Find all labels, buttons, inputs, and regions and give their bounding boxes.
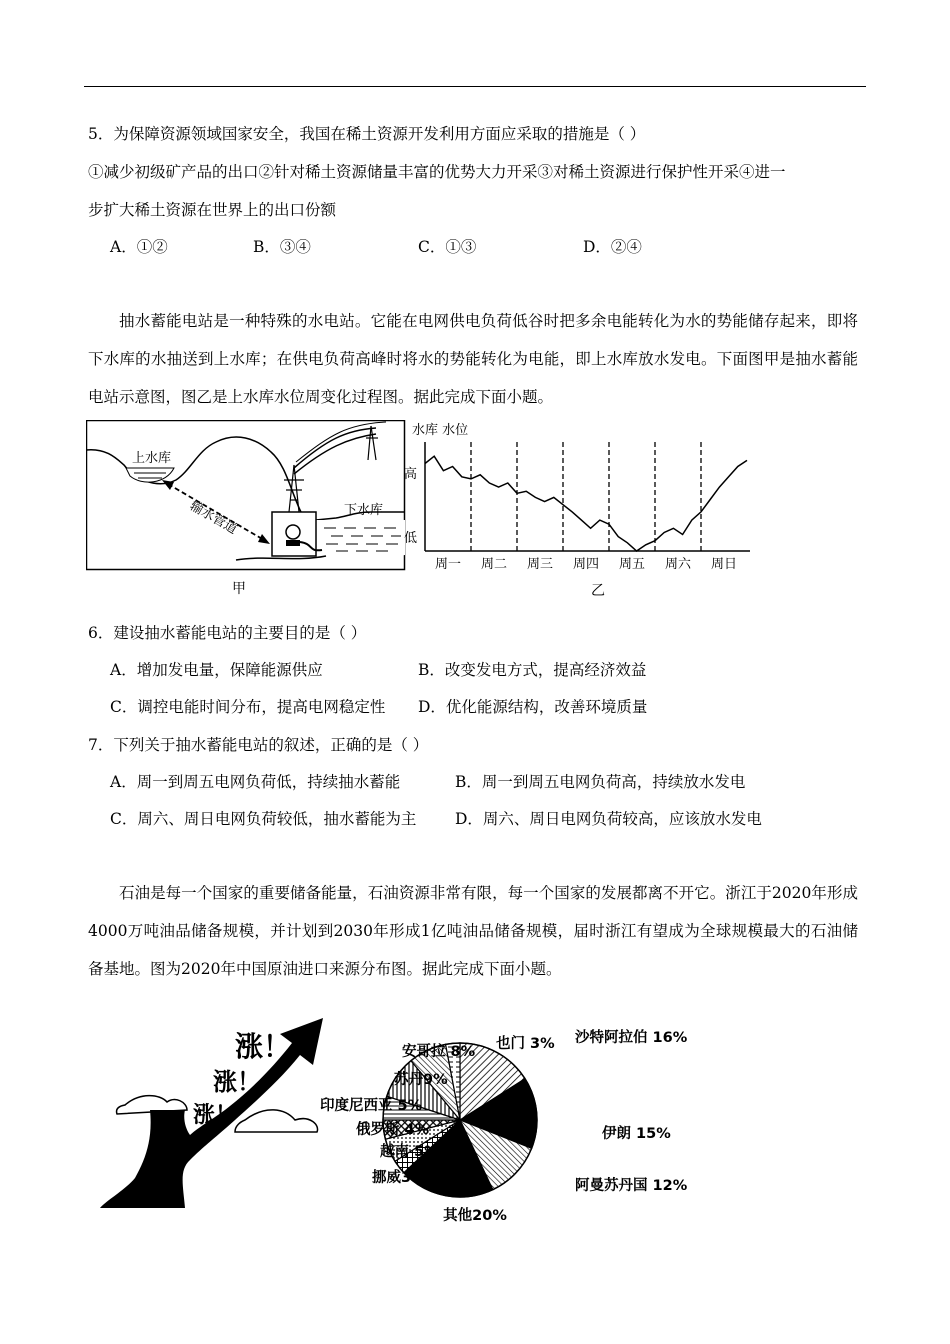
q6-option-b[interactable]: B．改变发电方式，提高经济效益: [418, 661, 647, 679]
yi-tick-label: 周六: [664, 557, 692, 572]
q5-option-b[interactable]: B．③④: [253, 238, 311, 256]
pipeline-label: 输水管道: [187, 498, 240, 538]
yi-low-label: 低: [404, 531, 418, 546]
header-rule: [84, 86, 866, 87]
pie-label: 沙特阿拉伯 16%: [575, 1030, 688, 1046]
pylon-icon: [284, 465, 304, 512]
zhang-2: 涨！: [213, 1068, 261, 1096]
q7-option-d[interactable]: D．周六、周日电网负荷较高，应该放水发电: [455, 810, 762, 828]
pie-label: 也门 3%: [496, 1036, 555, 1052]
cloud-icon: [235, 1110, 318, 1132]
zhang-3: 涨！: [193, 1103, 238, 1128]
q6-stem: 6．建设抽水蓄能电站的主要目的是（ ）: [88, 624, 367, 642]
yi-tick-label: 周五: [618, 557, 646, 572]
q7-option-b[interactable]: B．周一到周五电网负荷高，持续放水发电: [455, 773, 746, 791]
lower-reservoir-label: 下水库: [344, 503, 384, 518]
pie-label: 伊朗 15%: [602, 1126, 671, 1142]
q6-option-c[interactable]: C．调控电能时间分布，提高电网稳定性: [110, 698, 386, 716]
q6-option-d[interactable]: D．优化能源结构，改善环境质量: [418, 698, 648, 716]
figure-jia-diagram: [86, 420, 406, 572]
figure-jia-caption: 甲: [232, 581, 246, 597]
figure-yi-chart: [400, 420, 760, 580]
pie-label: 印度尼西亚 5%: [320, 1098, 423, 1114]
q7-stem: 7．下列关于抽水蓄能电站的叙述，正确的是（ ）: [88, 736, 429, 754]
q5-stem: 5．为保障资源领域国家安全，我国在稀土资源开发利用方面应采取的措施是（ ）: [88, 125, 646, 143]
passage-pumped-storage: 抽水蓄能电站是一种特殊的水电站。它能在电网供电负荷低谷时把多余电能转化为水的势能储存起来，即将下水库的水抽送到上水库；在供电负荷高峰时将水的势能转化为电能，即上水库放水发电。下面图甲是抽水蓄能电站示意图，图乙是上水库水位周变化过程图。据此完成下面小题。: [88, 312, 858, 406]
pie-label: 其他20%: [443, 1208, 507, 1224]
pie-label: 俄罗斯 4%: [356, 1122, 430, 1138]
yi-series-line: [425, 456, 747, 551]
pie-label: 阿曼苏丹国 12%: [575, 1178, 688, 1194]
yi-tick-label: 周日: [710, 557, 738, 572]
yi-tick-label: 周四: [572, 557, 600, 572]
q5-statements-line2: 步扩大稀土资源在世界上的出口份额: [88, 201, 337, 219]
yi-ylabel: 水库 水位: [412, 423, 469, 438]
upper-reservoir-water: [126, 468, 174, 482]
yi-tick-label: 周一: [434, 557, 462, 572]
pie-label: 苏丹9%: [394, 1072, 448, 1088]
q5-option-d[interactable]: D．②④: [583, 238, 642, 256]
rising-arrow-illustration: [95, 1010, 340, 1220]
q5-option-c[interactable]: C．①③: [418, 238, 477, 256]
q5-option-a[interactable]: A．①②: [110, 238, 168, 256]
lower-reservoir-water: [316, 520, 405, 558]
pie-label: 安哥拉 8%: [402, 1044, 476, 1060]
pie-label: 挪威3%: [372, 1170, 426, 1186]
q7-option-c[interactable]: C．周六、周日电网负荷较低，抽水蓄能为主: [110, 810, 417, 828]
yi-high-label: 高: [404, 467, 418, 482]
figure-yi-caption: 乙: [591, 583, 605, 599]
pie-label: 越南 5%: [380, 1144, 439, 1160]
oil-import-pie-chart: [320, 1020, 720, 1230]
yi-tick-label: 周三: [526, 557, 554, 572]
pylon-far-icon: [366, 426, 378, 460]
q7-option-a[interactable]: A．周一到周五电网负荷低，持续抽水蓄能: [110, 773, 401, 791]
q6-option-a[interactable]: A．增加发电量，保障能源供应: [110, 661, 323, 679]
yi-tick-label: 周二: [480, 557, 508, 572]
power-station: [272, 512, 316, 556]
q5-statements-line1: ①减少初级矿产品的出口②针对稀土资源储量丰富的优势大力开采③对稀土资源进行保护性开采④进一: [88, 163, 786, 181]
zhang-1: 涨！: [235, 1030, 292, 1063]
passage-oil-reserve: 石油是每一个国家的重要储备能量，石油资源非常有限，每一个国家的发展都离不开它。浙江于2020年形成4000万吨油品储备规模，并计划到2030年形成1亿吨油品储备规模，届时浙江有望成为全球规模最大的石油储备基地。图为2020年中国原油进口来源分布图。据此完成下面小题。: [88, 884, 858, 978]
upper-reservoir-label: 上水库: [132, 451, 172, 466]
